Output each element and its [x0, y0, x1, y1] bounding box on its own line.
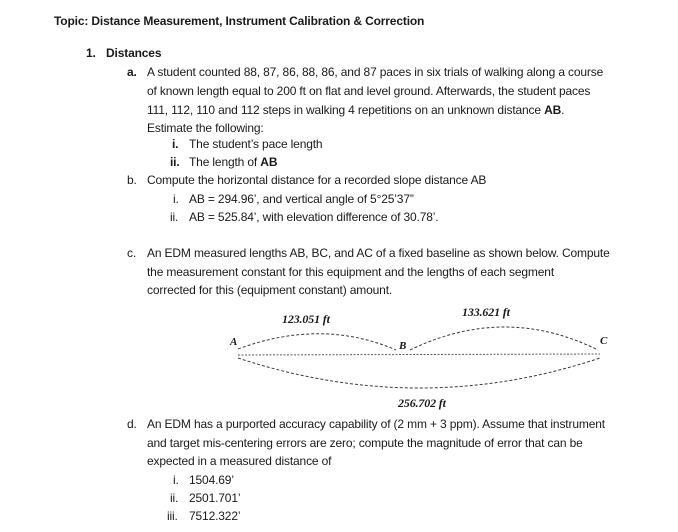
item-a-sub-1-marker: i. [172, 137, 179, 151]
item-d-line-1: An EDM has a purported accuracy capability of (2 mm + 3 ppm). Assume that instrument [147, 417, 605, 431]
arc-bc [410, 327, 598, 350]
item-b-sub-2-marker: ii. [170, 210, 179, 224]
item-d-marker: d. [127, 417, 137, 431]
item-c-line-3: corrected for this (equipment constant) amount. [147, 283, 393, 297]
item-a-sub-2-label: The length of [189, 155, 258, 169]
item-d-sub-2-text: 2501.701’ [189, 491, 241, 505]
item-a-line-3-bold: AB [544, 103, 562, 117]
point-c: C [600, 335, 608, 347]
label-ab-distance: 123.051 ft [282, 312, 330, 326]
item-d-sub-3-text: 7512.322’ [189, 509, 241, 523]
item-a-line-1: A student counted 88, 87, 86, 88, 86, and 87 paces in six trials of walking along a course [147, 65, 604, 79]
item-d-sub-1-marker: i. [173, 473, 179, 487]
item-b-marker: b. [127, 173, 137, 187]
arc-ac [238, 358, 600, 388]
label-ac-distance: 256.702 ft [398, 396, 446, 410]
item-a-line-3-text: 111, 112, 110 and 112 steps in walking 4 repetitions on an unknown distance [147, 103, 541, 117]
topic-heading: Topic: Distance Measurement, Instrument Calibration & Correction [54, 14, 425, 28]
item-a-sub-2-marker: ii. [170, 155, 180, 169]
item-d-line-2: and target mis-centering errors are zero; compute the magnitude of error that can be [147, 436, 583, 450]
arc-ab [238, 334, 396, 350]
item-b-sub-2-text: AB = 525.84’, with elevation difference of 30.78’. [189, 210, 439, 224]
item-c-line-1: An EDM measured lengths AB, BC, and AC of a fixed baseline as shown below. Compute [147, 246, 610, 260]
section-number: 1. [86, 46, 96, 60]
item-c-line-2: the measurement constant for this equipment and the lengths of each segment [147, 265, 555, 279]
point-b: B [399, 340, 407, 352]
section-title: Distances [106, 46, 162, 60]
item-a-sub-1-text: The student’s pace length [189, 137, 323, 151]
point-a: A [230, 336, 238, 348]
item-b-text: Compute the horizontal distance for a recorded slope distance AB [147, 173, 487, 187]
item-d-sub-1-text: 1504.69’ [189, 473, 234, 487]
item-d-line-3: expected in a measured distance of [147, 454, 332, 468]
item-b-sub-1-marker: i. [173, 192, 179, 206]
item-d-sub-2-marker: ii. [170, 491, 179, 505]
item-d-sub-3-marker: iii. [167, 509, 178, 523]
baseline-line [238, 354, 600, 355]
item-a-line-2: of known length equal to 200 ft on flat and level ground. Afterwards, the student paces [147, 84, 591, 98]
label-bc-distance: 133.621 ft [462, 305, 510, 319]
item-a-sub-2-bold: AB [260, 155, 278, 169]
item-a-line-3-tail: . [561, 103, 565, 117]
item-a-line-4: Estimate the following: [147, 121, 264, 135]
item-b-sub-1-text: AB = 294.96’, and vertical angle of 5°25’37” [189, 192, 414, 206]
item-c-marker: c. [127, 246, 137, 260]
item-a-marker: a. [127, 65, 137, 79]
